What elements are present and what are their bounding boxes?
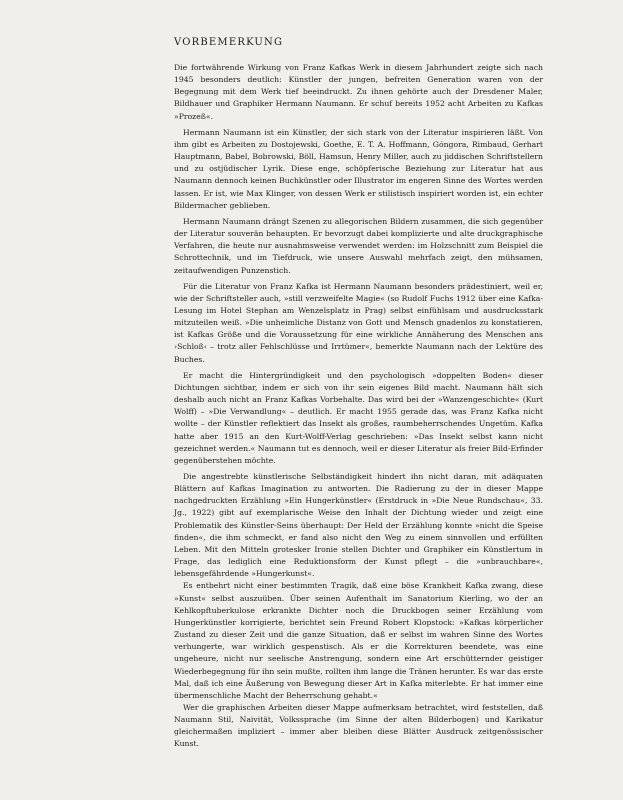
page-title: VORBEMERKUNG	[174, 37, 284, 48]
paragraph-4: Für die Literatur von Franz Kafka ist Hermann Naumann besonders prädestiniert, weil er, wie der Schriftsteller auch, »still verzweifelte Magie« (so Rudolf Fuchs 1912 über eine Kafka-Lesung im Hotel Stephan am Wenzelsplatz in Prag) selbst einfühlsam und ausdrucksstark mitzuteilen weiß. »Die unheimliche Distanz von Gott und Mensch gnadenlos zu konstatieren, ist Kafkas Größe und die Voraussetzung für eine wirkliche Annäherung des Menschen ans ›Schloß‹ – trotz aller Fehlschlüsse und Irrtümer«, bemerkte Naumann nach der Lektüre des Buches.	[174, 281, 543, 364]
paragraph-1: Die fortwährende Wirkung von Franz Kafkas Werk in diesem Jahrhundert zeigte sich nach 1945 besonders deutlich: Künstler der jungen, befreiten Generation waren von der Begegnung mit dem Werk tief beeindruckt. Zu ihnen gehörte auch der Dresdener Maler, Bildhauer und Graphiker Hermann Naumann. Er schuf bereits 1952 acht Arbeiten zu Kafkas »Prozeß«.	[174, 63, 543, 121]
paragraph-8: Wer die graphischen Arbeiten dieser Mappe aufmerksam betrachtet, wird feststellen, daß Naumann Stil, Naivität, Volkssprache (im Sinne der alten Bilderbogen) und Karikatur gleichermaßen impliziert – immer aber bleiben diese Blätter Ausdruck zeitgenössischer Kunst.	[174, 702, 543, 749]
paragraph-2: Hermann Naumann ist ein Künstler, der sich stark von der Literatur inspirieren läßt. Von ihm gibt es Arbeiten zu Dostojewski, Goethe, E. T. A. Hoffmann, Góngora, Rimbaud, Gerhart Hauptmann, Babel, Bobrowski, Böll, Hamsun, Henry Miller, auch zu jiddischen Schriftstellern und zu ostjüdischer Lyrik. Diese enge, schöpferische Beziehung zur Literatur hat aus Naumann dennoch keinen Buchkünstler oder Illustrator im engeren Sinne des Wortes werden lassen. Er ist, wie Max Klinger, von dessen Werk er stilistisch inspiriert worden ist, ein echter Bildermacher geblieben.	[174, 127, 543, 210]
paragraph-3: Hermann Naumann drängt Szenen zu allegorischen Bildern zusammen, die sich gegenüber der Literatur souverän behaupten. Er bevorzugt dabei komplizierte und alte druckgraphische Verfahren, die heute nur ausnahmsweise verwendet werden: im Holzschnitt zum Beispiel die Schrottechnik, und im Tiefdruck, wie unsere Auswahl mehrfach zeigt, den mühsamen, zeitaufwendigen Punzenstich.	[174, 216, 543, 275]
paragraph-7: Es entbehrt nicht einer bestimmten Tragik, daß eine böse Krankheit Kafka zwang, diese »Kunst« selbst auszuüben. Über seinen Aufenthalt im Sanatorium Kierling, wo der an Kehlkopftuberkulose erkrankte Dichter noch die Druckbogen seiner Erzählung vom Hungerkünstler korrigierte, berichtet sein Freund Robert Klopstock: »Kafkas körperlicher Zustand zu dieser Zeit und die ganze Situation, daß er selbst im wahren Sinne des Wortes verhungerte, war wirklich gespenstisch. Als er die Korrekturen beendete, was eine ungeheure, nicht nur seelische Anstrengung, sondern eine Art erschütternder geistiger Wiederbegegnung für ihn sein mußte, rollten ihm lange die Tränen herunter. Es war das erste Mal, daß ich eine Äußerung von Bewegung dieser Art in Kafka miterlebte. Er hat immer eine übermenschliche Macht der Beherrschung gehabt.«	[174, 581, 543, 700]
paragraph-5: Er macht die Hintergründigkeit und den psychologisch »doppelten Boden« dieser Dichtungen sichtbar, indem er sich von ihr sein eigenes Bild macht. Naumann hält sich deshalb auch nicht an Franz Kafkas Vorbehalte. Das wird bei der »Wanzengeschichte« (Kurt Wolff) – »Die Verwandlung« – deutlich. Er macht 1955 gerade das, was Franz Kafka nicht wollte – der Künstler reflektiert das Insekt als großes, raumbeherrschendes Ungetüm. Kafka hatte aber 1915 an den Kurt-Wolff-Verlag geschrieben: »Das Insekt selbst kann nicht gezeichnet werden.« Naumann tut es dennoch, weil er dieser Literatur als freier Bild-Erfinder gegenüberstehen möchte.	[174, 370, 543, 465]
paragraph-6: Die angestrebte künstlerische Selbständigkeit hindert ihn nicht daran, mit adäquaten Blättern auf Kafkas Imagination zu antworten. Die Radierung zu der in dieser Mappe nachgedruckten Erzählung »Ein Hungerkünstler« (Erstdruck in »Die Neue Rundschau«, 33. Jg., 1922) gibt auf exemplarische Weise den Inhalt der Dichtung wieder und zeigt eine Problematik des Künstler-Seins überhaupt: Der Held der Erzählung konnte »nicht die Speise finden«, die ihm schmeckt, er fand also nicht den Weg zu einem sinnvollen und erfüllten Leben. Mit den Mitteln grotesker Ironie stellen Dichter und Graphiker ein Künstlertum in Frage, das lediglich eine Reduktionsform der Kunst pflegt – die »unbrauchbare«, lebensgefährdende »Hungerkunst«.	[174, 472, 543, 579]
